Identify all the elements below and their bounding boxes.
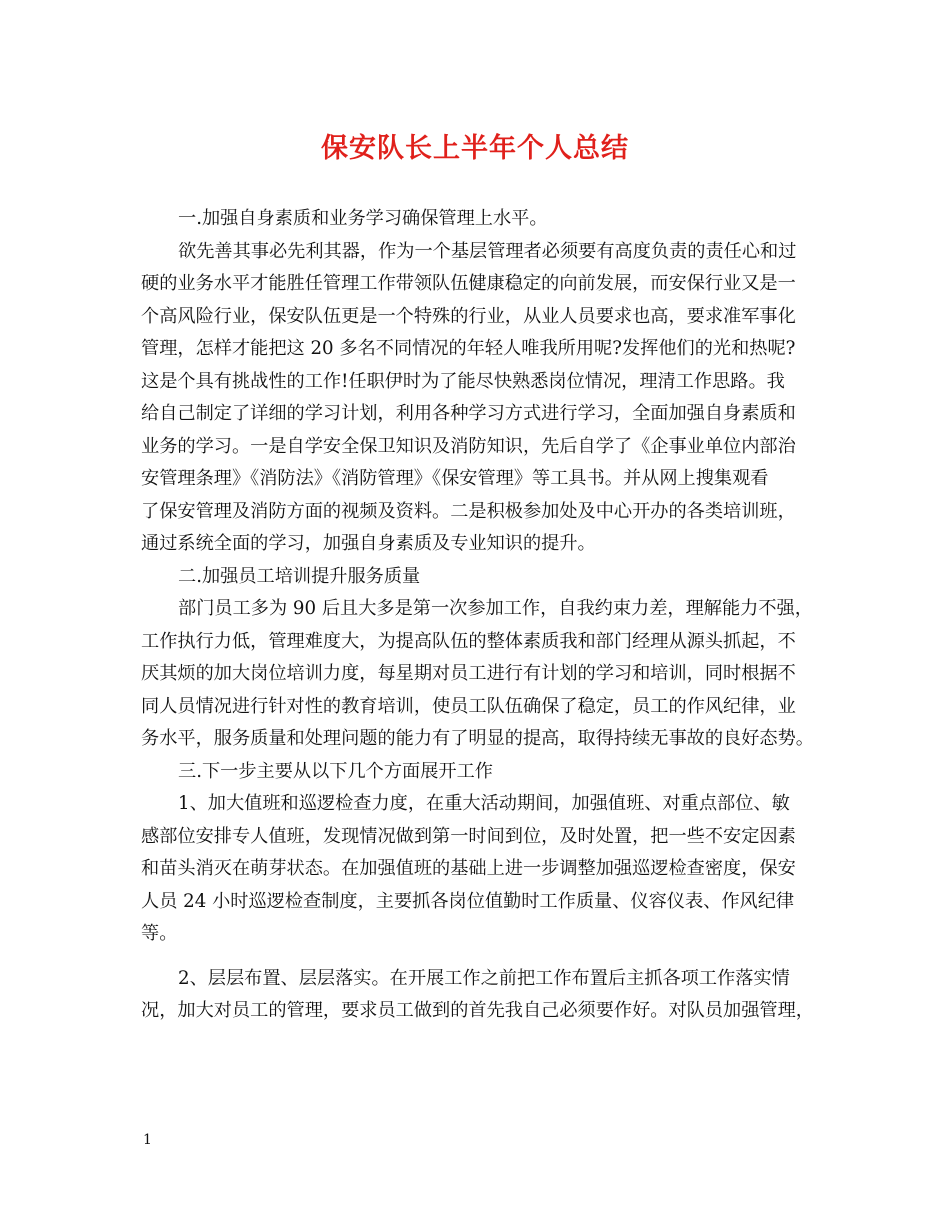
paragraph-line: 欲先善其事必先利其器，作为一个基层管理者必须要有高度负责的责任心和过 [178, 240, 797, 262]
paragraph-line: 和苗头消灭在萌芽状态。在加强值班的基础上进一步调整加强巡逻检查密度，保安 [141, 858, 796, 879]
paragraph-line: 安管理条理》《消防法》《消防管理》《保安管理》等工具书。并从网上搜集观看 [141, 468, 769, 489]
document-title: 保安队长上半年个人总结 [321, 133, 629, 164]
document-body [141, 203, 827, 1028]
paragraph-line: 感部位安排专人值班，发现情况做到第一时间到位，及时处置，把一些不安定因素 [141, 825, 796, 847]
page-number: 1 [143, 1132, 152, 1148]
paragraph-line: 这是个具有挑战性的工作!任职伊时为了能尽快熟悉岗位情况，理清工作思路。我 [141, 370, 785, 392]
paragraph-line: 务水平，服务质量和处理问题的能力有了明显的提高，取得持续无事故的良好态势。 [141, 728, 814, 749]
paragraph-line: 厌其烦的加大岗位培训力度，每星期对员工进行有计划的学习和培训，同时根据不 [141, 663, 796, 684]
paragraph-line: 1、加大值班和巡逻检查力度，在重大活动期间，加强值班、对重点部位、敏 [178, 793, 790, 814]
section-heading: 三.下一步主要从以下几个方面展开工作 [178, 760, 493, 782]
paragraph-line: 部门员工多为 90 后且大多是第一次参加工作，自我约束力差，理解能力不强， [178, 598, 813, 619]
paragraph-line: 工作执行力低，管理难度大，为提高队伍的整体素质我和部门经理从源头抓起，不 [141, 630, 796, 652]
paragraph-line: 给自己制定了详细的学习计划，利用各种学习方式进行学习，全面加强自身素质和 [141, 403, 796, 424]
paragraph-line: 管理，怎样才能把这 20 多名不同情况的年轻人唯我所用呢?发挥他们的光和热呢? [141, 338, 796, 359]
paragraph-line: 通过系统全面的学习，加强自身素质及专业知识的提升。 [141, 533, 596, 554]
paragraph-line: 同人员情况进行针对性的教育培训，使员工队伍确保了稳定，员工的作风纪律，业 [141, 695, 796, 717]
paragraph-line: 况，加大对员工的管理，要求员工做到的首先我自己必须要作好。对队员加强管理， [141, 1000, 814, 1021]
paragraph-line: 等。 [141, 923, 178, 944]
section-heading: 二.加强员工培训提升服务质量 [178, 565, 421, 587]
paragraph-line: 2、层层布置、层层落实。在开展工作之前把工作布置后主抓各项工作落实情 [178, 967, 790, 989]
paragraph-line: 了保安管理及消防方面的视频及资料。二是积极参加处及中心开办的各类培训班， [141, 500, 796, 522]
paragraph-line: 业务的学习。一是自学安全保卫知识及消防知识，先后自学了《企事业单位内部治 [141, 435, 796, 457]
paragraph-line: 人员 24 小时巡逻检查制度，主要抓各岗位值勤时工作质量、仪容仪表、作风纪律 [141, 890, 795, 912]
paragraph-line: 个高风险行业，保安队伍更是一个特殊的行业，从业人员要求也高，要求准军事化 [141, 305, 796, 327]
section-heading: 一.加强自身素质和业务学习确保管理上水平。 [178, 208, 548, 229]
paragraph-line: 硬的业务水平才能胜任管理工作带领队伍健康稳定的向前发展，而安保行业又是一 [141, 273, 796, 294]
